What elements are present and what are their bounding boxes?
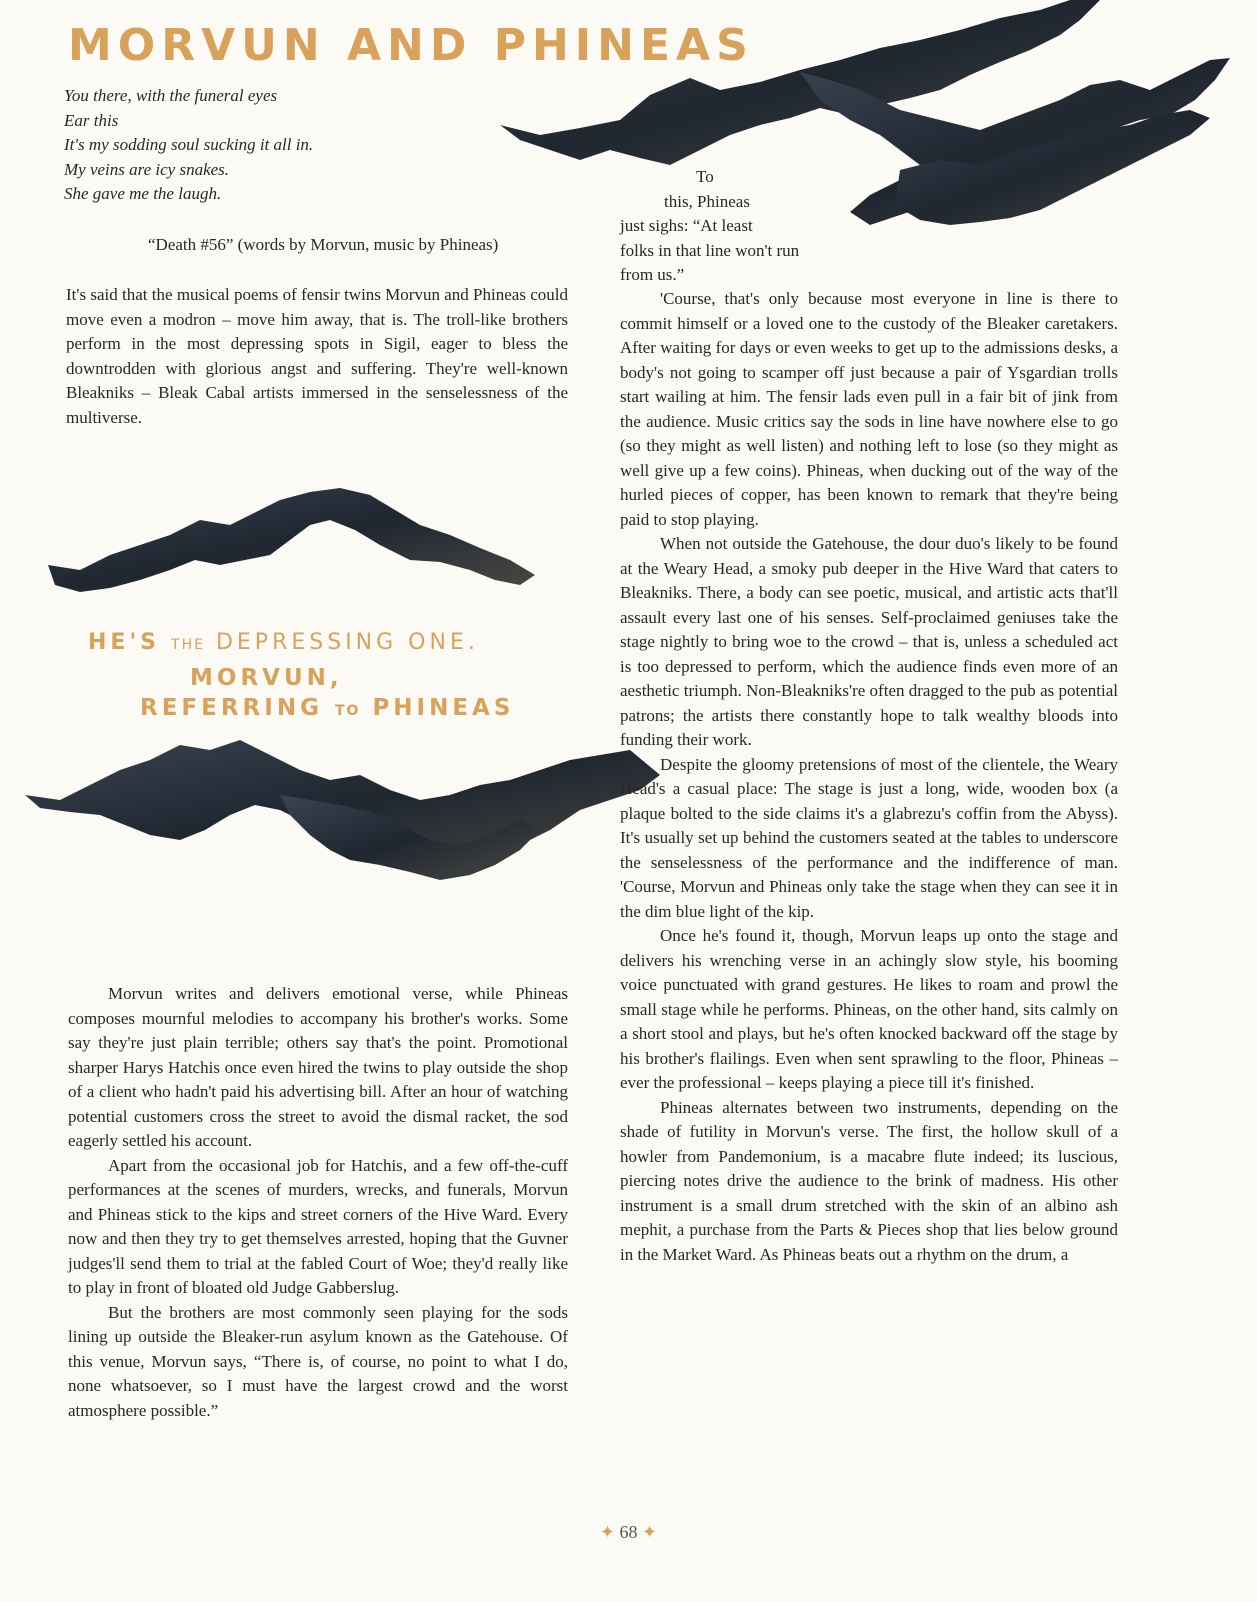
body-paragraph: 'Course, that's only because most everyone in line is there to commit himself or a loved one to the custody of the Bleaker caretakers. After waiting for days or even weeks to get up to the admissions desks, a body's not going to scamper off just because a pair of Ysgardian trolls start wailing at him. The fensir lads even pull in a fair bit of jink from the audience. Music critics say the sods in line have nowhere else to go (so they might as well listen) and nothing left to lose (so they might as well give up a few coins). Phineas, when ducking out of the way of the hurled pieces of copper, has been known to remark that they're being paid to stop playing. — [620, 289, 1118, 529]
poem-credit: “Death #56” (words by Morvun, music by Phineas) — [148, 235, 499, 254]
page-footer — [0, 1522, 1257, 1543]
poem-line: She gave me the laugh. — [64, 184, 222, 203]
lead-line: folks in that line won't run — [620, 240, 800, 260]
pull-quote-text: TO — [334, 703, 361, 719]
epigraph-poem — [64, 84, 313, 207]
poem-line: It's my sodding soul sucking it all in. — [64, 135, 314, 154]
intro-column — [66, 283, 568, 430]
body-paragraph: Phineas alternates between two instruments, depending on the shade of futility in Morvun's verse. The first, the hollow skull of a howler from Pandemonium, is a macabre flute indeed; its luscious, piercing notes drive the audience to the brink of madness. His other instrument is a small drum stretched with the skin of an albino ash mephit, a purchase from the Parts & Pieces shop that lies below ground in the Market Ward. As Phineas beats out a rhythm on the drum, a — [620, 1097, 1118, 1264]
pull-quote-line-1 — [88, 630, 518, 655]
body-paragraph: Morvun writes and delivers emotional verse, while Phineas composes mournful melodies to accompany his brother's works. Some say they're just plain terrible; others say that's the point. Promotional sharper Harys Hatchis once even hired the twins to play outside the shop of a client who hadn't paid his advertising bill. After an hour of watching potential customers cross the street to avoid the dismal racket, the sod eagerly settled his account. — [68, 984, 568, 1150]
body-paragraph: Once he's found it, though, Morvun leaps up onto the stage and delivers his wrenching verse in an achingly slow style, his booming voice punctuated with grand gestures. He likes to roam and prowl the small stage while he performs. Phineas, on the other hand, sits calmly on a short stool and plays, but he's often knocked backward off the stage by his brother's flailings. Even when sent sprawling to the floor, Phineas – ever the professional – keeps playing a piece till it's finished. — [620, 926, 1118, 1092]
body-paragraph: Apart from the occasional job for Hatchis, and a few off-the-cuff performances at the scenes of murders, wrecks, and funerals, Morvun and Phineas stick to the kips and street corners of the Hive Ward. Every now and then they try to get themselves arrested, hoping that the Guvner judges'll send them to trial at the fabled Court of Woe; they'd really like to play in front of bloated old Judge Gabberslug. — [68, 1155, 568, 1297]
intro-paragraph: It's said that the musical poems of fensir twins Morvun and Phineas could move even a modron – move him away, that is. The troll-like brothers perform in the most depressing spots in Sigil, eager to bless the downtrodden with glorious angst and suffering. They're well-known Bleakniks – Bleak Cabal artists immersed in the senselessness of the multiverse. — [66, 285, 568, 427]
page-number: 68 — [619, 1522, 638, 1542]
body-paragraph: Despite the gloomy pretensions of most of the clientele, the Weary Head's a casual place: The stage is just a long, wide, wooden box (a plaque bolted to the side claims it's a glabrezu's coffin from the Abyss). It's usually set up behind the customers seated at the tables to underscore the senselessness of the performance and the indifference of man. 'Course, Morvun and Phineas only take the stage when they can see it in the dim blue light of the kip. — [620, 754, 1118, 921]
poem-line: You there, with the funeral eyes — [64, 86, 278, 105]
poem-line: Ear this — [64, 110, 119, 130]
pull-quote-line-2: MORVUN, — [190, 665, 343, 691]
pull-quote-text: REFERRING — [140, 695, 323, 721]
pull-quote-text: THE — [171, 637, 205, 653]
right-column — [620, 287, 1118, 1267]
body-paragraph: But the brothers are most commonly seen playing for the sods lining up outside the Bleaker-run asylum known as the Gatehouse. Of this venue, Morvun says, “There is, of course, no point to what I do, none whatsoever, so I must have the largest crowd and the worst atmosphere possible.” — [68, 1302, 568, 1420]
pull-quote-line-3 — [140, 695, 518, 721]
poem-line: My veins are icy snakes. — [64, 159, 230, 179]
lead-line: just sighs: “At least — [620, 216, 753, 235]
lead-line: To — [696, 167, 714, 186]
body-paragraph: When not outside the Gatehouse, the dour duo's likely to be found at the Weary Head, a smoky pub deeper in the Hive Ward that caters to Bleakniks. There, a body can see poetic, musical, and artistic acts that'll assault every last one of his senses. Self-proclaimed geniuses take the stage nightly to bring woe to the crowd – that is, unless a scheduled act is too depressed to perform, which the audience finds even more of an aesthetic triumph. Non-Bleakniks're often dragged to the pub as potential patrons; the artists there constantly hope to talk wealthy bloods into funding their work. — [620, 534, 1118, 749]
left-column — [68, 982, 568, 1423]
ornament-icon: ✦ — [599, 1522, 615, 1542]
pull-quote-text: PHINEAS — [372, 695, 515, 721]
pull-quote-text: HE'S — [88, 630, 161, 655]
lead-line: from us.” — [620, 265, 685, 284]
pull-quote-text: DEPRESSING ONE. — [215, 630, 479, 655]
pull-quote — [88, 630, 518, 721]
lead-line: this, Phineas — [664, 191, 750, 211]
page-title: MORVUN AND PHINEAS — [68, 20, 754, 71]
right-column-lead — [620, 165, 850, 288]
ornament-icon: ✦ — [642, 1522, 658, 1542]
rock-band-mid — [48, 488, 535, 592]
